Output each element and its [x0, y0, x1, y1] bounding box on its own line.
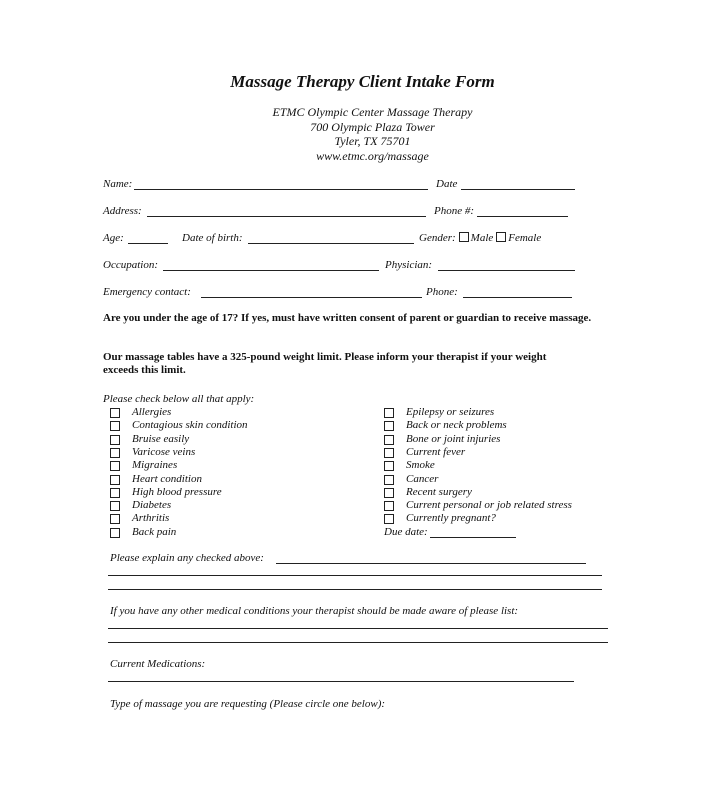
weight-notice-line2: exceeds this limit.	[103, 364, 186, 376]
emergency-phone-field[interactable]	[463, 297, 572, 298]
physician-field[interactable]	[438, 270, 575, 271]
form-title: Massage Therapy Client Intake Form	[230, 72, 495, 91]
name-label: Name:	[103, 178, 133, 190]
age-label: Age:	[103, 232, 124, 244]
female-label: Female	[508, 232, 542, 244]
condition-label: Arthritis	[132, 512, 170, 525]
condition-label: Current personal or job related stress	[406, 499, 572, 512]
condition-label: Recent surgery	[406, 485, 472, 498]
condition-label: High blood pressure	[132, 485, 222, 498]
contagious-skin-checkbox[interactable]	[110, 421, 120, 431]
explain-field-line2[interactable]	[108, 575, 602, 576]
explain-field-line1[interactable]	[276, 563, 586, 564]
heart-condition-checkbox[interactable]	[110, 475, 120, 485]
organization-header	[0, 105, 725, 163]
phone-label: Phone #:	[434, 205, 475, 217]
allergies-checkbox[interactable]	[110, 408, 120, 418]
current-fever-checkbox[interactable]	[384, 448, 394, 458]
recent-surgery-checkbox[interactable]	[384, 488, 394, 498]
bruise-easily-checkbox[interactable]	[110, 435, 120, 445]
emergency-phone-label: Phone:	[426, 286, 458, 298]
condition-label: Currently pregnant?	[406, 512, 496, 525]
stress-checkbox[interactable]	[384, 501, 394, 511]
physician-label: Physician:	[385, 259, 433, 271]
other-conditions-field-line1[interactable]	[108, 628, 608, 629]
back-neck-problems-checkbox[interactable]	[384, 421, 394, 431]
age-field[interactable]	[128, 243, 168, 244]
condition-label: Varicose veins	[132, 445, 196, 458]
male-checkbox[interactable]	[459, 232, 469, 242]
arthritis-checkbox[interactable]	[110, 514, 120, 524]
high-blood-pressure-checkbox[interactable]	[110, 488, 120, 498]
occupation-label: Occupation:	[103, 259, 158, 271]
explain-field-line3[interactable]	[108, 589, 602, 590]
condition-label: Back pain	[132, 525, 177, 538]
org-website: www.etmc.org/massage	[316, 148, 429, 163]
org-address-line2: Tyler, TX 75701	[334, 134, 411, 148]
explain-label: Please explain any checked above:	[110, 552, 264, 564]
diabetes-checkbox[interactable]	[110, 501, 120, 511]
medications-label: Current Medications:	[110, 658, 206, 670]
dob-field[interactable]	[248, 243, 414, 244]
weight-notice-line1: Our massage tables have a 325-pound weight limit. Please inform your therapist if your weight	[103, 351, 547, 363]
condition-label: Bone or joint injuries	[406, 432, 501, 445]
massage-type-label: Type of massage you are requesting (Please circle one below):	[110, 698, 386, 710]
bone-joint-injuries-checkbox[interactable]	[384, 435, 394, 445]
emergency-contact-field[interactable]	[201, 297, 422, 298]
female-checkbox[interactable]	[496, 232, 506, 242]
other-conditions-field-line2[interactable]	[108, 642, 608, 643]
phone-field[interactable]	[477, 216, 568, 217]
gender-label: Gender:	[419, 232, 456, 244]
varicose-veins-checkbox[interactable]	[110, 448, 120, 458]
condition-label: Migraines	[132, 459, 178, 472]
date-field[interactable]	[461, 189, 575, 190]
condition-label: Diabetes	[132, 499, 172, 512]
condition-label: Cancer	[406, 472, 439, 485]
occupation-field[interactable]	[163, 270, 379, 271]
org-name: ETMC Olympic Center Massage Therapy	[272, 105, 473, 119]
condition-label: Back or neck problems	[406, 419, 507, 432]
name-field[interactable]	[134, 189, 428, 190]
back-pain-checkbox[interactable]	[110, 528, 120, 538]
other-conditions-label: If you have any other medical conditions your therapist should be made aware of please list:	[110, 605, 519, 617]
due-date-label: Due date:	[384, 525, 428, 538]
male-label: Male	[470, 232, 494, 244]
condition-label: Allergies	[132, 406, 172, 418]
emergency-contact-label: Emergency contact:	[103, 286, 191, 298]
conditions-intro: Please check below all that apply:	[103, 393, 255, 405]
condition-label: Epilepsy or seizures	[406, 406, 495, 418]
condition-label: Current fever	[406, 445, 466, 458]
currently-pregnant-checkbox[interactable]	[384, 514, 394, 524]
condition-label: Contagious skin condition	[132, 419, 248, 432]
gender-group	[419, 232, 541, 244]
weight-limit-notice	[103, 351, 546, 377]
org-address-line1: 700 Olympic Plaza Tower	[310, 119, 435, 134]
medications-field[interactable]	[108, 681, 574, 682]
epilepsy-checkbox[interactable]	[384, 408, 394, 418]
condition-label: Smoke	[406, 459, 435, 472]
due-date-field[interactable]	[430, 537, 516, 538]
address-label: Address:	[103, 205, 142, 217]
condition-label: Bruise easily	[132, 432, 190, 445]
migraines-checkbox[interactable]	[110, 461, 120, 471]
condition-label: Heart condition	[132, 472, 202, 485]
cancer-checkbox[interactable]	[384, 475, 394, 485]
age-consent-notice: Are you under the age of 17? If yes, must have written consent of parent or guardian to receive massage.	[103, 312, 592, 324]
smoke-checkbox[interactable]	[384, 461, 394, 471]
date-label: Date	[436, 178, 458, 190]
address-field[interactable]	[147, 216, 426, 217]
dob-label: Date of birth:	[182, 232, 243, 244]
